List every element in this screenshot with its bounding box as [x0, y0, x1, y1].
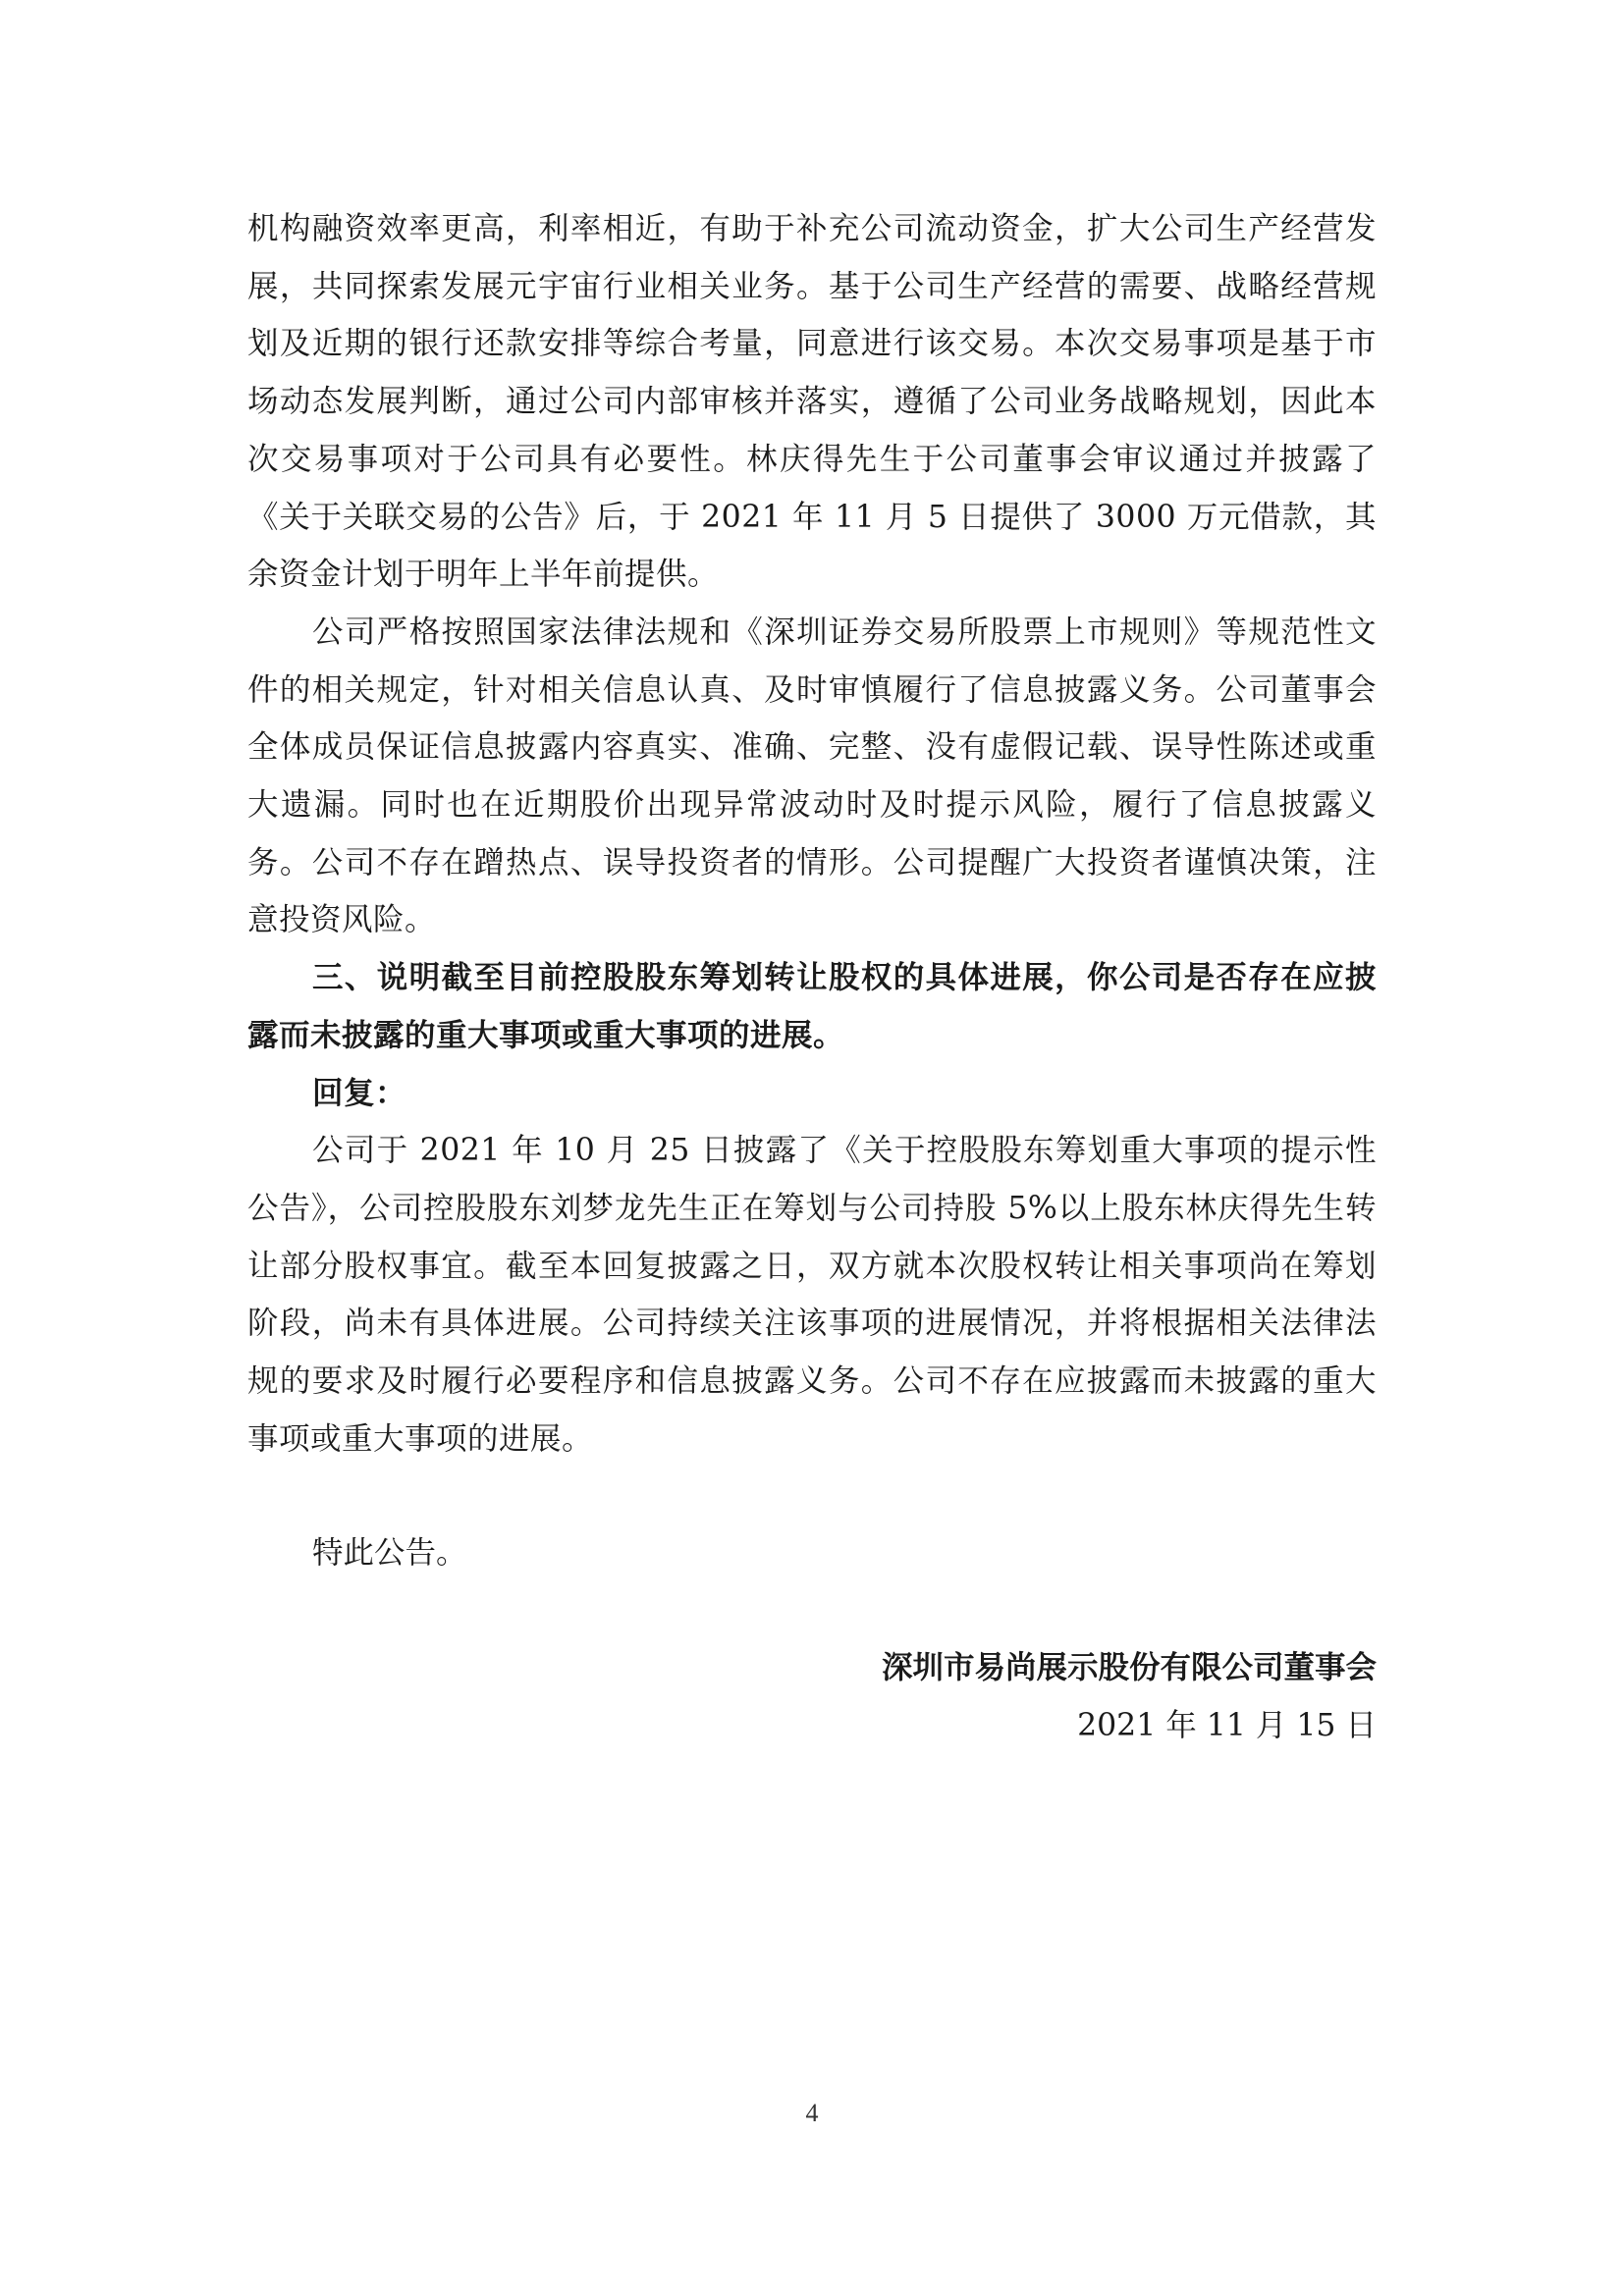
- section-heading-three: 三、说明截至目前控股股东筹划转让股权的具体进展，你公司是否存在应披露而未披露的重大事项或重大事项的进展。: [247, 960, 1377, 1053]
- closing-statement: 特此公告。: [312, 1535, 467, 1572]
- page-number: 4: [805, 2099, 819, 2127]
- paragraph-disclosure: 公司严格按照国家法律法规和《深圳证券交易所股票上市规则》等规范性文件的相关规定，针对相关信息认真、及时审慎履行了信息披露义务。公司董事会全体成员保证信息披露内容真实、准确、完整、没有虚假记载、误导性陈述或重大遗漏。同时也在近期股价出现异常波动时及时提示风险，履行了信息披露义务。公司不存在蹭热点、误导投资者的情形。公司提醒广大投资者谨慎决策，注意投资风险。: [247, 614, 1377, 938]
- paragraph-reply: 公司于 2021 年 10 月 25 日披露了《关于控股股东筹划重大事项的提示性公告》，公司控股股东刘梦龙先生正在筹划与公司持股 5%以上股东林庆得先生转让部分股权事宜。截至本回复披露之日，双方就本次股权转让相关事项尚在筹划阶段，尚未有具体进展。公司持续关注该事项的进展情况，并将根据相关法律法规的要求及时履行必要程序和信息披露义务。公司不存在应披露而未披露的重大事项或重大事项的进展。: [247, 1133, 1377, 1457]
- paragraph-continuation: 机构融资效率更高，利率相近，有助于补充公司流动资金，扩大公司生产经营发展，共同探索发展元宇宙行业相关业务。基于公司生产经营的需要、战略经营规划及近期的银行还款安排等综合考量，同意进行该交易。本次交易事项是基于市场动态发展判断，通过公司内部审核并落实，遵循了公司业务战略规划，因此本次交易事项对于公司具有必要性。林庆得先生于公司董事会审议通过并披露了《关于关联交易的公告》后，于 2021 年 11 月 5 日提供了 3000 万元借款，其余资金计划于明年上半年前提供。: [247, 211, 1377, 593]
- signature-date: 2021 年 11 月 15 日: [1077, 1707, 1377, 1743]
- document-body: [247, 200, 1377, 1755]
- reply-label: 回复：: [312, 1075, 407, 1111]
- signature-company: 深圳市易尚展示股份有限公司董事会: [881, 1650, 1377, 1686]
